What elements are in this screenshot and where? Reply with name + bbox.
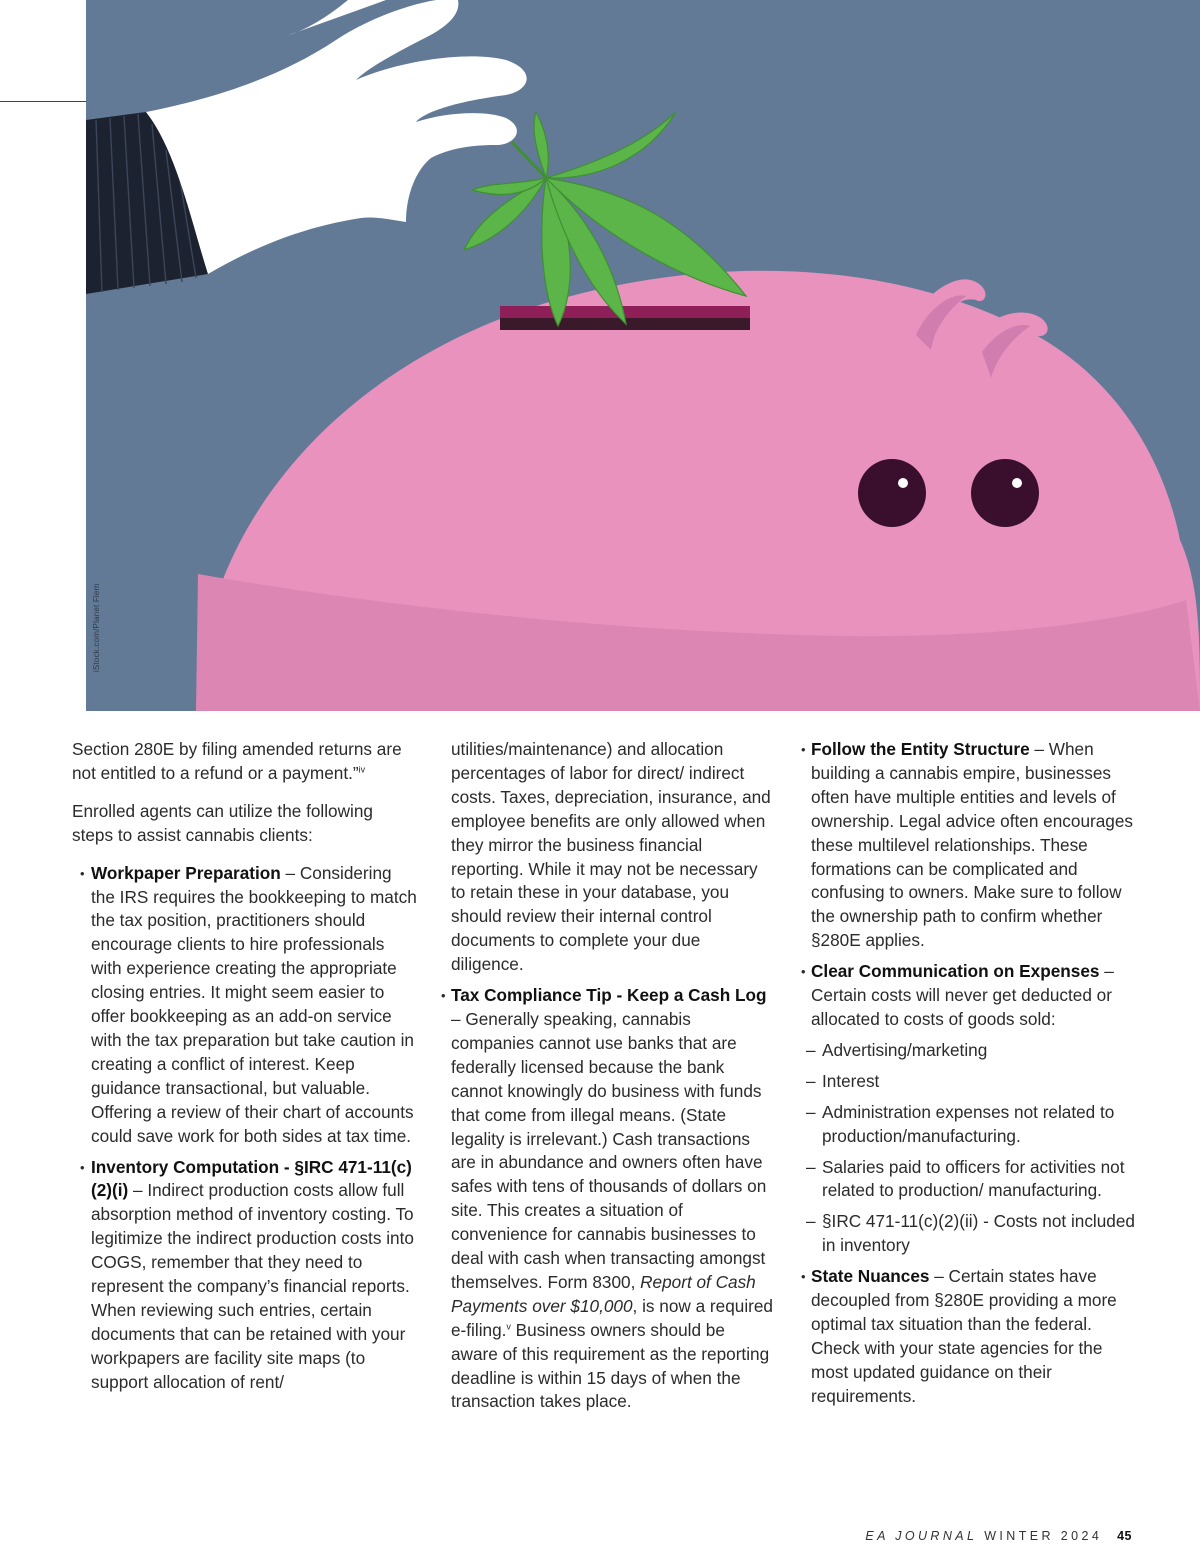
list-item-title: Workpaper Preparation xyxy=(91,862,281,883)
steps-list xyxy=(441,984,776,1414)
list-item-title: Tax Compliance Tip - Keep a Cash Log xyxy=(451,985,767,1006)
expense-item: – Administration expenses not related to production/manufacturing. xyxy=(801,1101,1141,1149)
top-rule xyxy=(0,101,86,102)
steps-list xyxy=(801,1265,1141,1408)
steps-list xyxy=(72,862,417,1395)
page-number: 45 xyxy=(1117,1529,1132,1543)
paragraph-continued: utilities/maintenance) and allocation percentages of labor for direct/ indirect costs. Taxes, depreciation, insurance, and employee benefits are only allowed when they mirror the business financial reporting. While it may not be necessary to retain these in your database, you should review their internal control documents to complete your due diligence. xyxy=(451,739,771,975)
footnote-ref: v xyxy=(506,1321,511,1332)
list-item: • Follow the Entity Structure – When building a cannabis empire, businesses often have multiple entities and levels of ownership. Legal advice often encourages these multilevel relationships. These formations can be complicated and confusing to owners. Make sure to follow the ownership path to confirm whether §280E applies. xyxy=(801,738,1141,953)
steps-list xyxy=(801,738,1141,1032)
list-item: • Workpaper Preparation – Considering the IRS requires the bookkeeping to match the tax position, practitioners should encourage clients to hire professionals with experience creating the appropriate closing entries. It might seem easier to offer bookkeeping as an add-on service with the tax preparation but take caution in creating a conflict of interest. Keep guidance transactional, but valuable. Offering a review of their chart of accounts could save work for both sides at tax time. xyxy=(72,862,417,1149)
list-item: • State Nuances – Certain states have decoupled from §280E providing a more optimal tax situation than the federal. Check with your state agencies for the most updated guidance on their requirements. xyxy=(801,1265,1141,1408)
expenses-list xyxy=(801,1039,1141,1258)
pig-eye-right xyxy=(971,459,1039,527)
paragraph: Enrolled agents can utilize the following steps to assist cannabis clients: xyxy=(72,800,373,845)
expense-item: – Salaries paid to officers for activities not related to production/ manufacturing. xyxy=(801,1156,1141,1204)
list-item: • Clear Communication on Expenses – Certain costs will never get deducted or allocated to costs of goods sold: xyxy=(801,960,1141,1032)
issue-date: WINTER 2024 xyxy=(984,1529,1103,1543)
list-item: • Inventory Computation - §IRC 471-11(c)(2)(i) – Indirect production costs allow full absorption method of inventory costing. To legitimize the indirect production costs into COGS, remember that they need to represent the company’s financial reports. When reviewing such entries, certain documents that can be retained with your workpapers are facility site maps (to support allocation of rent/ xyxy=(72,1156,417,1395)
journal-name: EA JOURNAL xyxy=(865,1529,978,1543)
list-item: • Tax Compliance Tip - Keep a Cash Log – Generally speaking, cannabis companies cannot use banks that are federally licensed because the bank cannot knowingly do business with funds that come from illegal means. (State legality is irrelevant.) Cash transactions are in abundance and owners often have safes with tens of thousands of dollars on site. This creates a situation of convenience for cannabis businesses to deal with cash when transacting amongst themselves. Form 8300, Report of Cash Payments over $10,000, is now a required e-filing.$^v$ Business owners should be aware of this requirement as the reporting deadline is within 15 days of when the transaction takes place. xyxy=(441,984,776,1414)
list-item-title: State Nuances xyxy=(811,1266,930,1287)
text-column-1 xyxy=(72,738,417,1402)
list-item-title: Clear Communication on Expenses xyxy=(811,961,1100,982)
expense-item: – Interest xyxy=(801,1070,1141,1094)
list-item-title: Follow the Entity Structure xyxy=(811,739,1030,759)
expense-item: – Advertising/marketing xyxy=(801,1039,1141,1063)
pig-eye-left xyxy=(858,459,926,527)
piggy-bank-illustration xyxy=(86,0,1200,711)
page-footer xyxy=(865,1529,1132,1543)
text-column-2 xyxy=(441,738,776,1421)
text-column-3 xyxy=(801,738,1141,1416)
footnote-ref: iv xyxy=(358,764,366,775)
photo-credit: iStock.com/Planet Flem xyxy=(92,583,101,672)
paragraph: Section 280E by filing amended returns are not entitled to a refund or a payment.”$^{iv}$ xyxy=(72,739,402,783)
hero-illustration xyxy=(86,0,1200,711)
list-item-title: Inventory Computation - §IRC 471-11(c)(2)(i) xyxy=(91,1156,412,1201)
expense-item: – §IRC 471-11(c)(2)(ii) - Costs not included in inventory xyxy=(801,1210,1141,1258)
form-title: Report of Cash Payments over $10,000 xyxy=(451,1271,756,1316)
